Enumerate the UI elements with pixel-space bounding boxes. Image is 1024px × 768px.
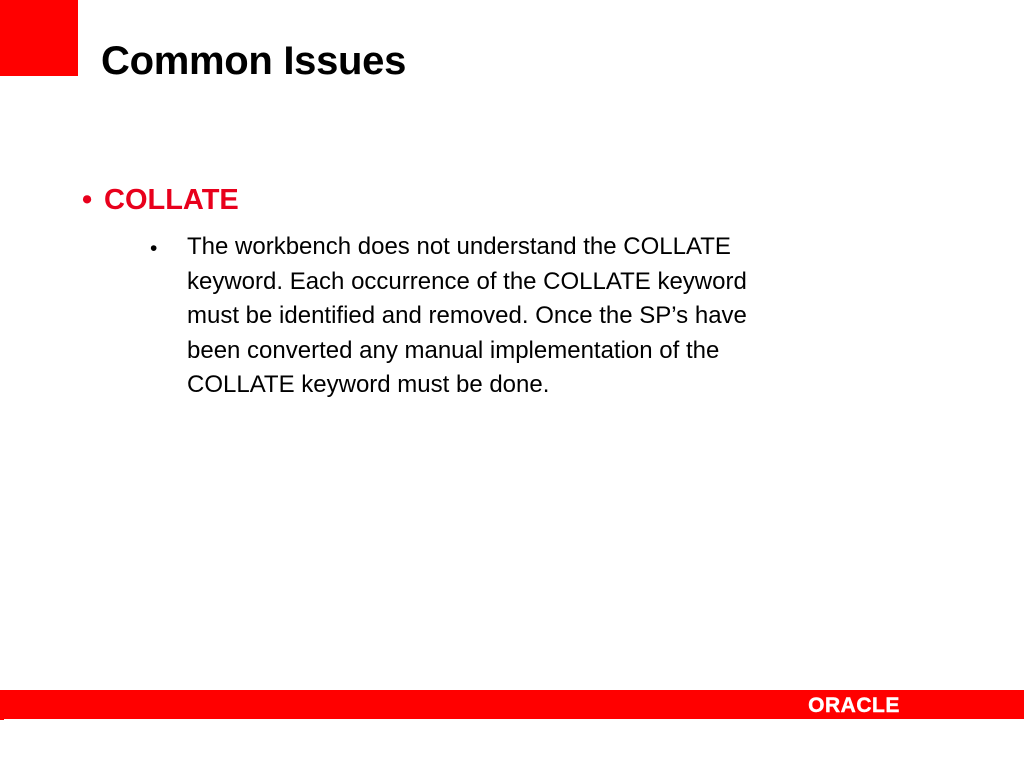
- oracle-logo-text: ORACLE: [808, 694, 900, 717]
- sub-bullet-line: The workbench does not understand the COLLATE: [187, 233, 731, 260]
- corner-accent-square: [0, 0, 78, 76]
- sub-bullet-line: COLLATE keyword must be done.: [187, 371, 550, 398]
- bullet-marker: •: [82, 184, 93, 216]
- sub-bullet-marker: •: [150, 237, 158, 260]
- sub-bullet-line: been converted any manual implementation of the: [187, 336, 720, 364]
- sub-bullet-text: [187, 230, 877, 403]
- sub-bullet-line: keyword. Each occurrence of the COLLATE keyword: [187, 267, 747, 295]
- oracle-logo-icon: [790, 693, 918, 717]
- sub-bullet-line: must be identified and removed. Once the SP’s have: [187, 302, 747, 329]
- slide-title: Common Issues: [101, 39, 407, 83]
- footer-edge: [0, 719, 4, 720]
- bullet-heading-collate: COLLATE: [104, 184, 239, 216]
